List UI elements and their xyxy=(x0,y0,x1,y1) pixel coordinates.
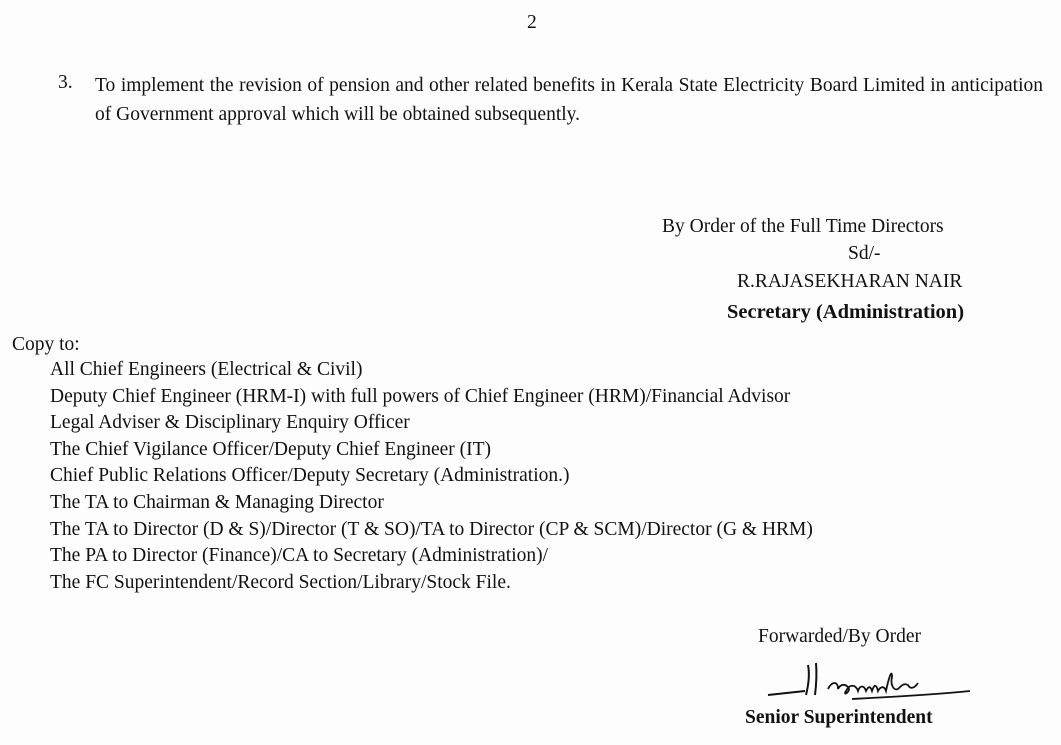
copy-to-label: Copy to: xyxy=(12,334,80,355)
list-item: Chief Public Relations Officer/Deputy Secretary (Administration.) xyxy=(50,465,570,487)
by-order-line: By Order of the Full Time Directors xyxy=(662,216,944,237)
signatory-name: R.RAJASEKHARAN NAIR xyxy=(737,271,963,292)
list-item: The FC Superintendent/Record Section/Library/Stock File. xyxy=(50,571,511,593)
forwarded-designation: Senior Superintendent xyxy=(745,707,933,728)
signatory-designation: Secretary (Administration) xyxy=(727,301,965,323)
list-item: All Chief Engineers (Electrical & Civil) xyxy=(50,359,363,380)
paragraph-number: 3. xyxy=(58,72,73,93)
paragraph-text: To implement the revision of pension and other related benefits in Kerala State Electricity Board Limited in anticipation of Government approval which will be obtained subsequently. xyxy=(95,75,1043,125)
copy-to-list xyxy=(50,357,813,596)
list-item: The TA to Chairman & Managing Director xyxy=(50,491,384,513)
sd-line: Sd/- xyxy=(848,243,881,264)
list-item: The Chief Vigilance Officer/Deputy Chief Engineer (IT) xyxy=(50,438,492,460)
list-item: Legal Adviser & Disciplinary Enquiry Officer xyxy=(50,412,410,434)
forwarded-label: Forwarded/By Order xyxy=(758,626,921,647)
list-item: The PA to Director (Finance)/CA to Secretary (Administration)/ xyxy=(50,545,549,567)
list-item: Deputy Chief Engineer (HRM-I) with full powers of Chief Engineer (HRM)/Financial Advisor xyxy=(50,385,791,407)
handwritten-signature xyxy=(760,655,990,707)
page-number: 2 xyxy=(527,12,537,33)
list-item: The TA to Director (D & S)/Director (T & SO)/TA to Director (CP & SCM)/Director (G & HRM) xyxy=(50,518,813,540)
